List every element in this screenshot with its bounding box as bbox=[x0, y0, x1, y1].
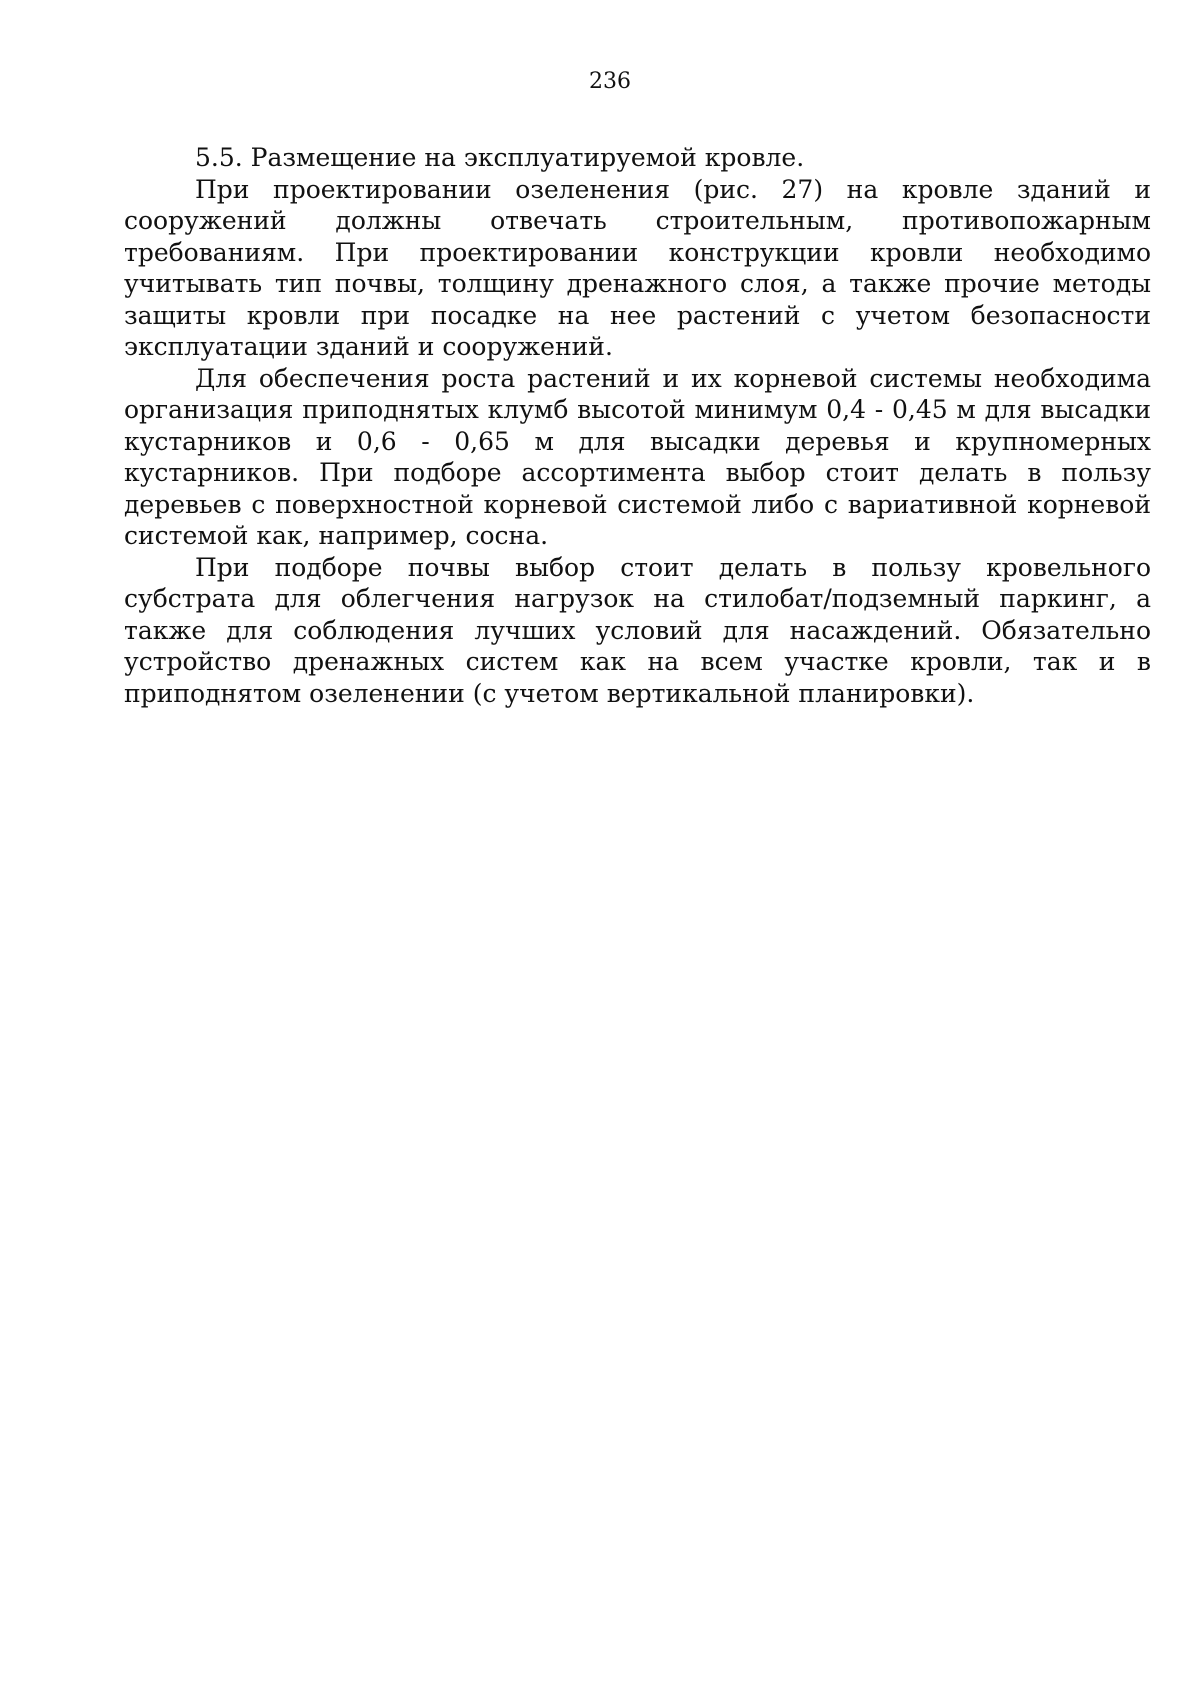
paragraph-roof-design: При проектировании озеленения (рис. 27) на кровле зданий и сооружений должны отвечать строительным, противопожарным требованиям. При проектировании конструкции кровли необходимо учитывать тип почвы, толщину дренажного слоя, а также прочие методы защиты кровли при посадке на нее растений с учетом безопасности эксплуатации зданий и сооружений. bbox=[124, 174, 1151, 361]
paragraph-soil-drainage: При подборе почвы выбор стоит делать в пользу кровельного субстрата для облегчения нагрузок на стилобат/подземный паркинг, а также для соблюдения лучших условий для насаждений. Обязательно устройство дренажных систем как на всем участке кровли, так и в приподнятом озеленении (с учетом вертикальной планировки). bbox=[124, 552, 1151, 708]
section-heading: 5.5. Размещение на эксплуатируемой кровле. bbox=[195, 143, 805, 172]
section-body bbox=[124, 142, 1151, 709]
paragraph-raised-beds: Для обеспечения роста растений и их корневой системы необходима организация приподнятых клумб высотой минимум 0,4 - 0,45 м для высадки кустарников и 0,6 - 0,65 м для высадки деревья и крупномерных кустарников. При подборе ассортимента выбор стоит делать в пользу деревьев с поверхностной корневой системой либо с вариативной корневой системой как, например, сосна. bbox=[124, 363, 1151, 550]
page-number: 236 bbox=[589, 69, 631, 94]
